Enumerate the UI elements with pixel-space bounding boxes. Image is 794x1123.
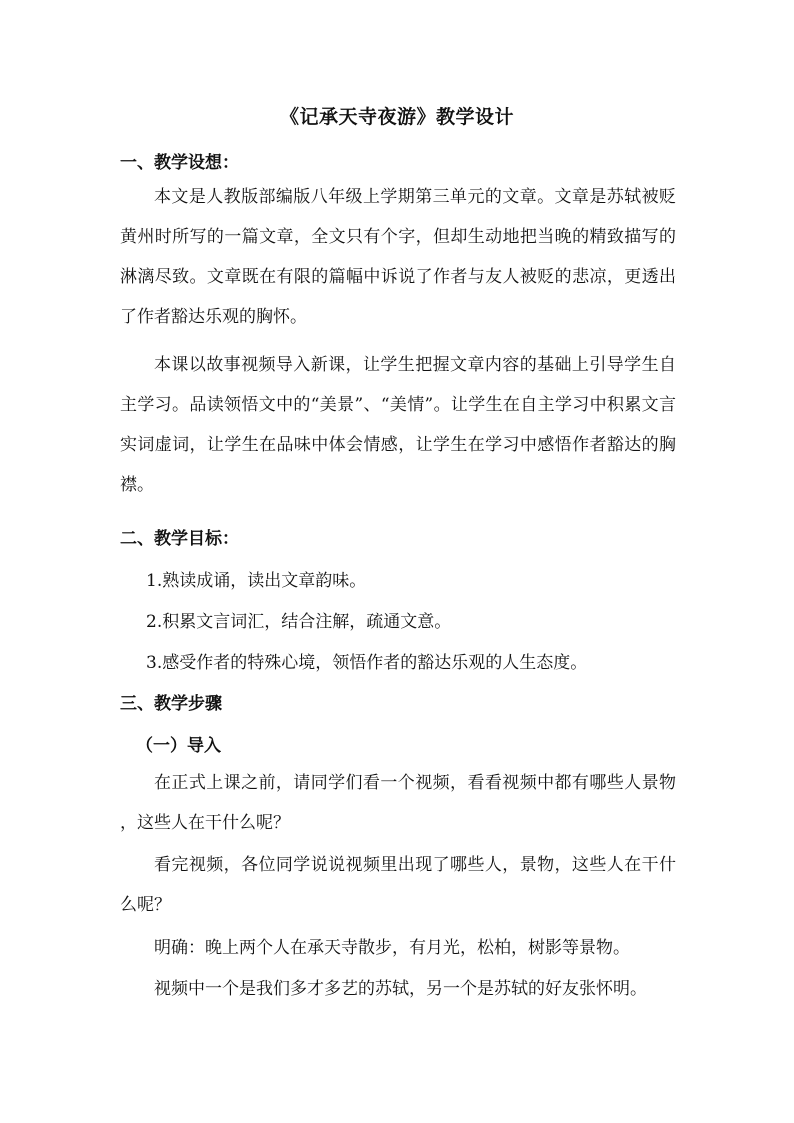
paragraph-clarification: 明确：晚上两个人在承天寺散步，有月光，松柏，树影等景物。 bbox=[154, 938, 630, 958]
paragraph-intro-2: 看完视频，各位同学说说视频里出现了哪些人，景物，这些人在干什么呢？ bbox=[120, 855, 676, 915]
section-heading-teaching-goals: 二、教学目标： bbox=[120, 529, 239, 549]
paragraph-intro-1: 在正式上课之前，请同学们看一个视频，看看视频中都有哪些人景物 ，这些人在干什么呢？ bbox=[120, 773, 676, 833]
paragraph-concept-2: 本课以故事视频导入新课，让学生把握文章内容的基础上引导学生自主学习。品读领悟文中的“美景”、“美情”。让学生在自主学习中积累文言实词虚词，让学生在品味中体会情感，让学生在学习中感悟作者豁达的胸襟。 bbox=[120, 355, 676, 495]
section-heading-teaching-concept: 一、教学设想： bbox=[120, 153, 239, 173]
paragraph-video-characters: 视频中一个是我们多才多艺的苏轼，另一个是苏轼的好友张怀明。 bbox=[154, 979, 647, 999]
section-heading-teaching-steps: 三、教学步骤 bbox=[120, 694, 222, 714]
goal-item-3: 3.感受作者的特殊心境，领悟作者的豁达乐观的人生态度。 bbox=[146, 653, 588, 673]
goal-item-2: 2.积累文言词汇，结合注解，疏通文意。 bbox=[146, 612, 452, 632]
goal-item-1: 1.熟读成诵，读出文章韵味。 bbox=[146, 571, 367, 591]
page-title: 《记承天寺夜游》教学设计 bbox=[279, 106, 514, 128]
paragraph-concept-1: 本文是人教版部编版八年级上学期第三单元的文章。文章是苏轼被贬黄州时所写的一篇文章，全文只有个字，但却生动地把当晚的精致描写的淋漓尽致。文章既在有限的篇幅中诉说了作者与友人被贬的悲凉，更透出了作者豁达乐观的胸怀。 bbox=[120, 187, 676, 327]
subsection-heading-introduction: （一）导入 bbox=[136, 736, 221, 756]
